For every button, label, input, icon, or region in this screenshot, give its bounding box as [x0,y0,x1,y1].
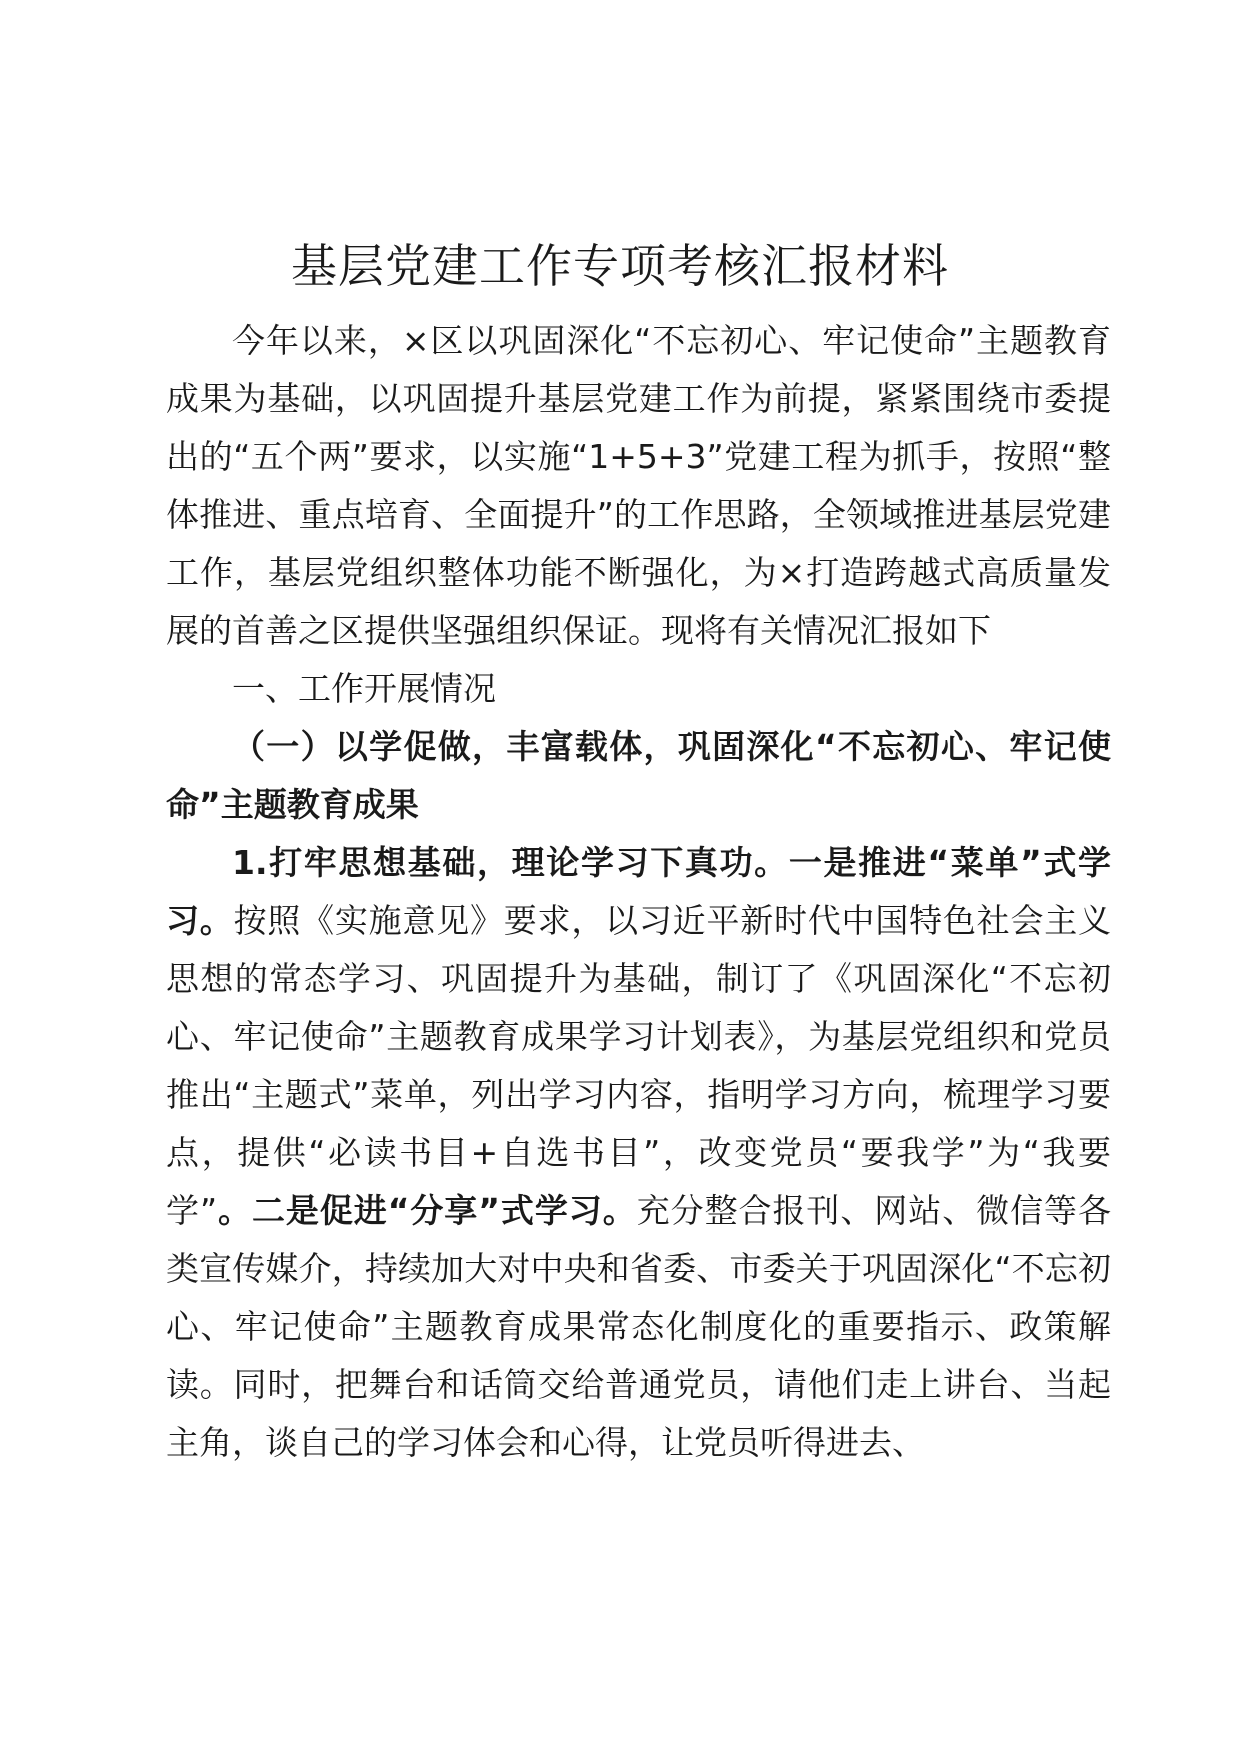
item-text-b: 充分整合报刊、网站、微信等各类宣传媒介，持续加大对中央和省委、市委关于巩固深化“不忘初心、牢记使命”主题教育成果常态化制度化的重要指示、政策解读。同时，把舞台和话筒交给普通党员，请他们走上讲台、当起主角，谈自己的学习体会和心得，让党员听得进去、 [166,1191,1111,1462]
item-text-a: 按照《实施意见》要求，以习近平新时代中国特色社会主义思想的常态学习、巩固提升为基础，制订了《巩固深化“不忘初心、牢记使命”主题教育成果学习计划表》，为基层党组织和党员推出“主题式”菜单，列出学习内容，指明学习方向，梳理学习要点，提供“必读书目+自选书目”，改变党员“要我学”为“我要学” [166,901,1112,1230]
document-title: 基层党建工作专项考核汇报材料 [291,239,949,293]
subsection-heading: （一）以学促做，丰富载体，巩固深化“不忘初心、牢记使命”主题教育成果 [166,727,1111,824]
item-mid-bold: 。二是促进“分享”式学习。 [217,1191,637,1230]
item-lead-bold: 1.打牢思想基础，理论学习下真功。一是推进“菜单”式学习。 [166,843,1111,940]
document-body [166,312,1111,1472]
item-paragraph [166,834,1111,1472]
intro-paragraph: 今年以来，×区以巩固深化“不忘初心、牢记使命”主题教育成果为基础，以巩固提升基层党建工作为前提，紧紧围绕市委提出的“五个两”要求，以实施“1+5+3”党建工程为抓手，按照“整体推进、重点培育、全面提升”的工作思路，全领域推进基层党建工作，基层党组织整体功能不断强化，为×打造跨越式高质量发展的首善之区提供坚强组织保证。现将有关情况汇报如下 [166,321,1111,650]
section-heading: 一、工作开展情况 [232,669,496,708]
